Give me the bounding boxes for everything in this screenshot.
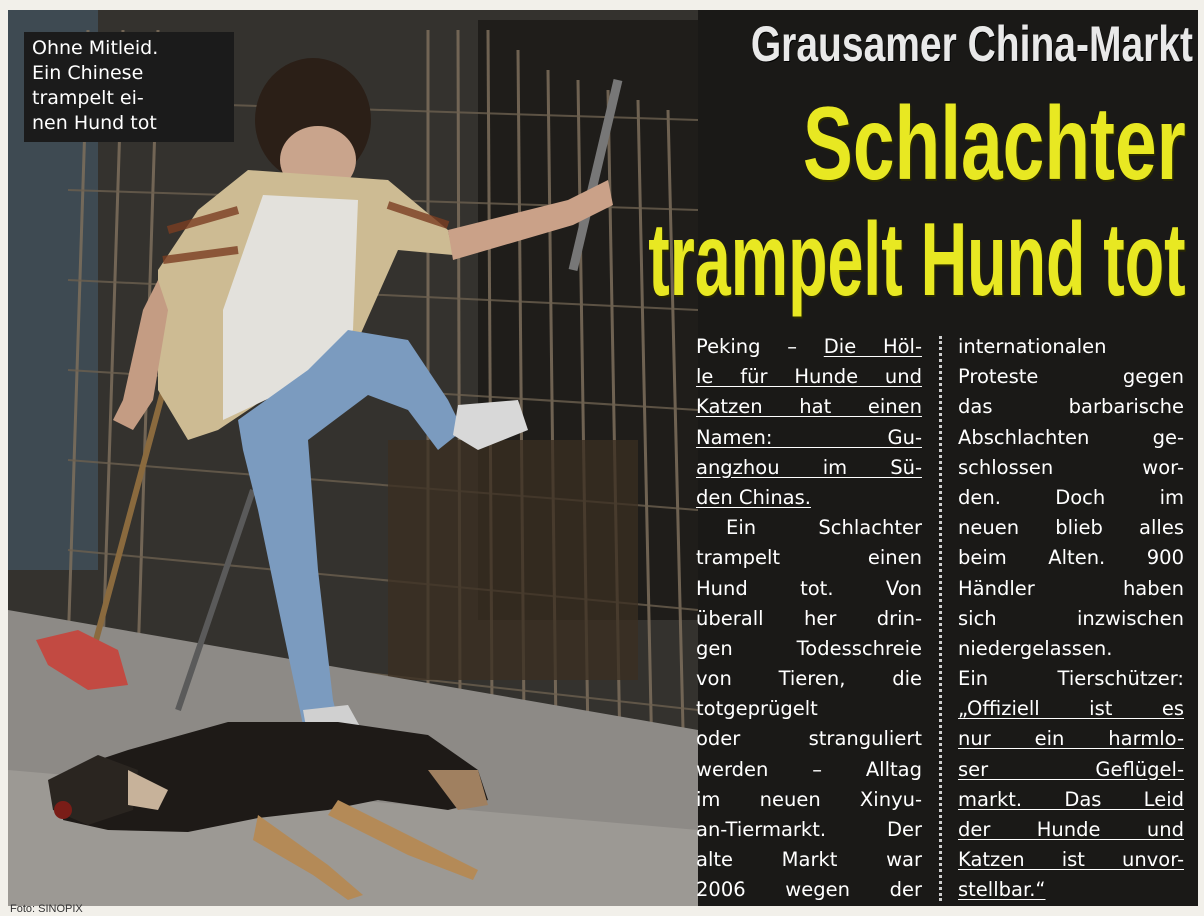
article-text-line xyxy=(696,453,922,483)
article-text-line xyxy=(958,483,1184,513)
article-text-underlined: le für Hunde und xyxy=(696,365,922,389)
article-text: Peking – xyxy=(696,335,824,358)
article-text: schlossen wor- xyxy=(958,455,1184,479)
article-text-line xyxy=(696,574,922,604)
article-text: werden – Alltag xyxy=(696,757,922,781)
article-text: trampelt einen xyxy=(696,546,922,570)
article-text-underlined: „Offiziell ist es xyxy=(958,697,1184,721)
article-text-line xyxy=(696,392,922,422)
caption-line: Ein Chinese xyxy=(32,62,144,84)
article-text: überall her drin- xyxy=(696,606,922,630)
article-text-underlined: markt. Das Leid xyxy=(958,787,1184,811)
article-text-line xyxy=(958,755,1184,785)
article-text-underlined: Katzen hat einen xyxy=(696,395,922,419)
article-text: totgeprügelt xyxy=(696,697,818,721)
article-text-line xyxy=(958,785,1184,815)
article-text-line xyxy=(958,845,1184,875)
article-text-line xyxy=(696,332,922,362)
article-text: sich inzwischen xyxy=(958,606,1184,630)
article-text: Ein Schlachter xyxy=(726,516,922,540)
article-text: an-Tiermarkt. Der xyxy=(696,818,922,841)
article-text: beim Alten. 900 xyxy=(958,546,1184,570)
article-text-line xyxy=(696,755,922,785)
article-text: alte Markt war xyxy=(696,848,922,872)
article-text-underlined: angzhou im Sü- xyxy=(696,455,922,479)
article-text-line xyxy=(958,634,1184,664)
article-text-underlined: der Hunde und xyxy=(958,818,1184,841)
article-text-line xyxy=(696,543,922,573)
article-text-line xyxy=(696,875,922,905)
caption-line: nen Hund tot xyxy=(32,112,157,134)
article-text: Ein Tierschützer: xyxy=(958,667,1184,691)
article-kicker: Grausamer China-Markt xyxy=(750,16,1193,72)
article-text: internationalen xyxy=(958,335,1107,358)
column-divider xyxy=(939,336,942,901)
article-text-underlined: ser Geflügel- xyxy=(958,757,1184,781)
article-text-line xyxy=(696,483,922,513)
article-text-line xyxy=(958,574,1184,604)
article-text-line xyxy=(958,453,1184,483)
article-text: von Tieren, die xyxy=(696,667,922,691)
newspaper-clipping xyxy=(8,10,1198,906)
article-text-underlined: den Chinas. xyxy=(696,485,811,509)
article-text-line xyxy=(958,362,1184,392)
article-text-line xyxy=(958,664,1184,694)
article-text-underlined: stellbar.“ xyxy=(958,878,1046,902)
headline-line-2: trampelt Hund tot xyxy=(648,202,1186,318)
article-text: neuen blieb alles xyxy=(958,516,1184,540)
article-text: Proteste gegen xyxy=(958,365,1184,389)
article-text-line xyxy=(696,785,922,815)
photo-caption xyxy=(24,32,234,142)
photo-illustration xyxy=(8,10,698,906)
article-text-line xyxy=(696,815,922,845)
caption-line: Ohne Mitleid. xyxy=(32,37,159,59)
article-text-line xyxy=(696,423,922,453)
article-text-line xyxy=(958,724,1184,754)
article-text-line xyxy=(958,543,1184,573)
article-text-line xyxy=(958,332,1184,362)
article-text-line xyxy=(696,845,922,875)
article-text-underlined: Katzen ist unvor- xyxy=(958,848,1184,872)
article-text-line xyxy=(696,724,922,754)
article-text: oder stranguliert xyxy=(696,727,922,751)
article-text-line xyxy=(696,634,922,664)
caption-line: trampelt ei- xyxy=(32,87,144,109)
article-text: Hund tot. Von xyxy=(696,576,922,600)
article-column-right xyxy=(958,332,1184,906)
article-text-line xyxy=(958,694,1184,724)
article-text-line xyxy=(696,604,922,634)
article-column-left xyxy=(696,332,922,906)
article-text: niedergelassen. xyxy=(958,636,1113,660)
article-text: den. Doch im xyxy=(958,485,1184,509)
article-text: Abschlachten ge- xyxy=(958,425,1184,449)
article-text-line xyxy=(958,392,1184,422)
article-text: 2006 wegen der xyxy=(696,878,922,902)
article-text-line xyxy=(958,875,1184,905)
photo-credit: Foto: SINOPIX xyxy=(10,903,83,915)
article-text-line xyxy=(958,423,1184,453)
article-text: Händler haben xyxy=(958,576,1184,600)
article-text-line xyxy=(958,815,1184,845)
article-text-underlined: nur ein harmlo- xyxy=(958,727,1184,751)
article-text-line xyxy=(696,664,922,694)
article-text: im neuen Xinyu- xyxy=(696,787,922,811)
article-text-underlined: Namen: Gu- xyxy=(696,425,922,449)
article-text-line xyxy=(958,513,1184,543)
article-text: gen Todesschreie xyxy=(696,636,922,660)
article-text-underlined: Die Höl- xyxy=(823,335,922,358)
article-text: das barbarische xyxy=(958,395,1184,419)
headline-line-1: Schlachter xyxy=(803,86,1186,202)
article-text-line xyxy=(958,604,1184,634)
article-text-line xyxy=(696,362,922,392)
article-text-line xyxy=(696,694,922,724)
article-photo xyxy=(8,10,698,906)
article-text-line xyxy=(696,513,922,543)
